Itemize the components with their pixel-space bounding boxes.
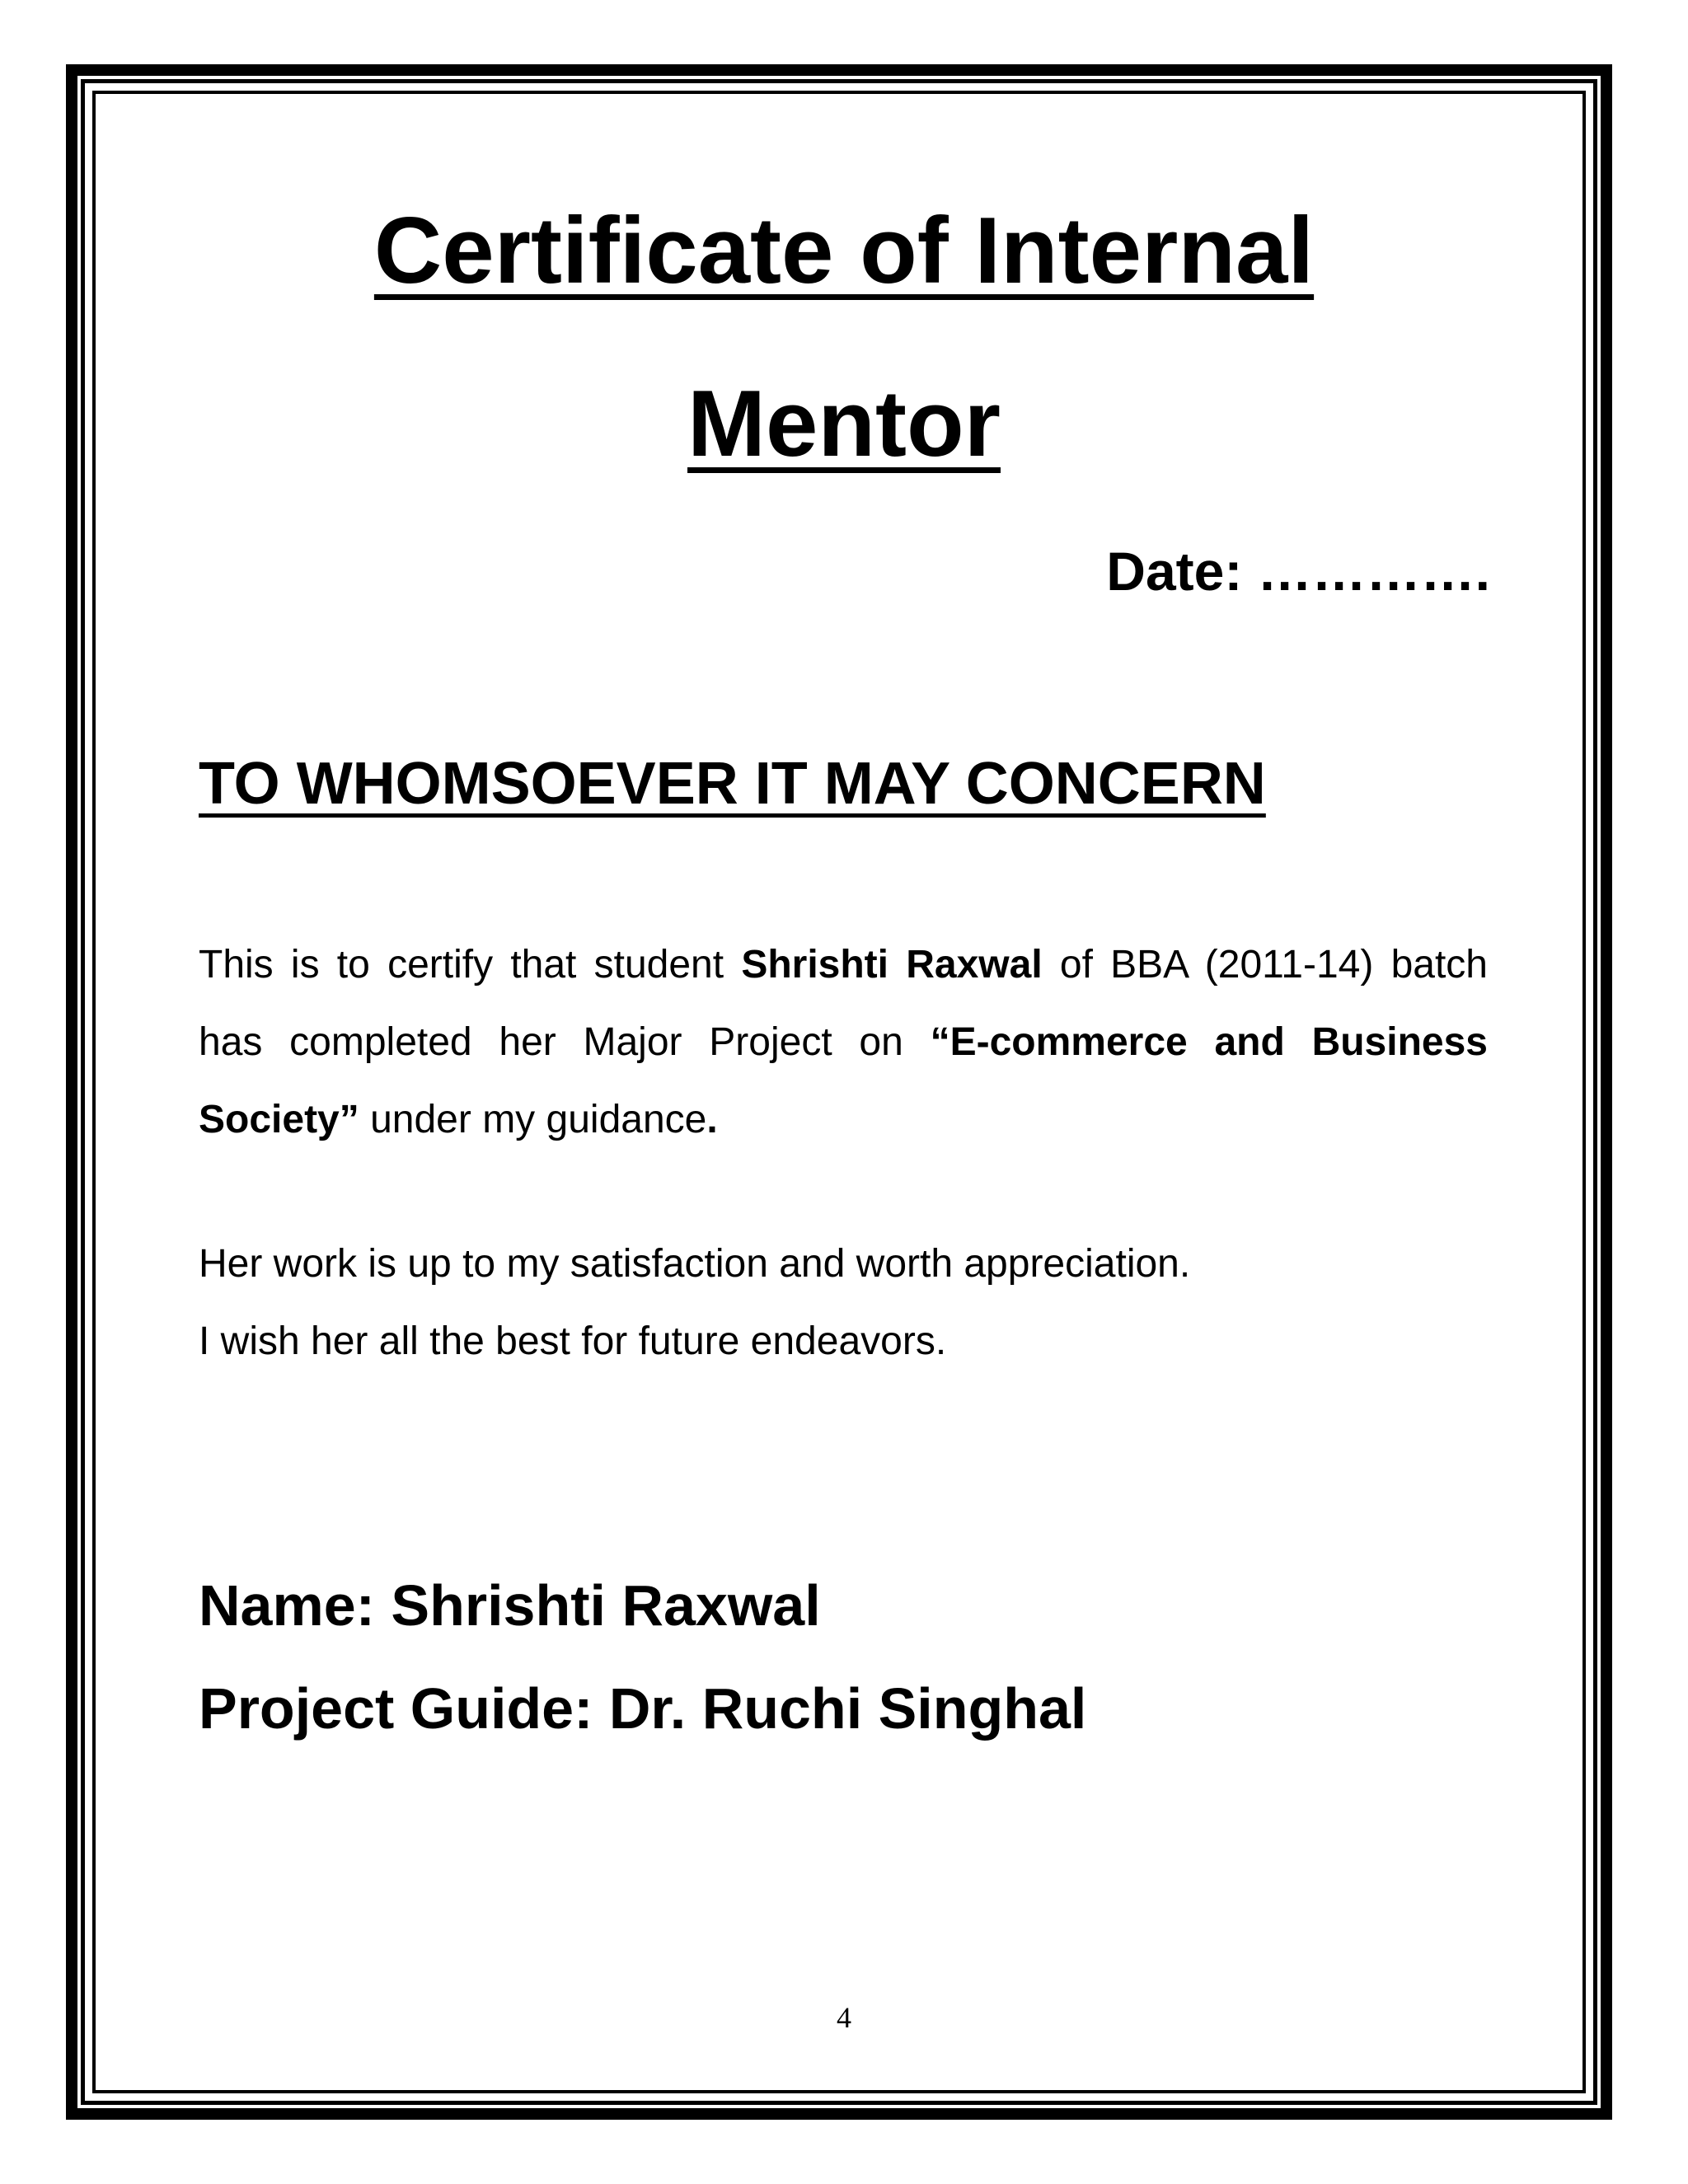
- certification-paragraph: This is to certify that student Shrishti Raxwal of BBA (2011-14) batch has completed her Major Project on “E-commerce and Business Society” under my guidance.: [199, 943, 1488, 1141]
- page-number: 4: [837, 2001, 851, 2034]
- wishes-line: I wish her all the best for future endeavors.: [199, 1319, 947, 1363]
- date-field: Date: ………….: [1106, 541, 1490, 602]
- project-guide-line: Project Guide: Dr. Ruchi Singhal: [199, 1676, 1087, 1741]
- student-name-line: Name: Shrishti Raxwal: [199, 1573, 821, 1638]
- certificate-title-line-2: Mentor: [687, 372, 1001, 476]
- project-title: “E-commerce and Business Society”: [199, 1020, 1488, 1141]
- certificate-title-line-1: Certificate of Internal: [373, 199, 1315, 303]
- appreciation-line: Her work is up to my satisfaction and worth appreciation.: [199, 1242, 1191, 1286]
- salutation-heading: TO WHOMSOEVER IT MAY CONCERN: [199, 751, 1266, 817]
- student-name: Shrishti Raxwal: [741, 943, 1043, 987]
